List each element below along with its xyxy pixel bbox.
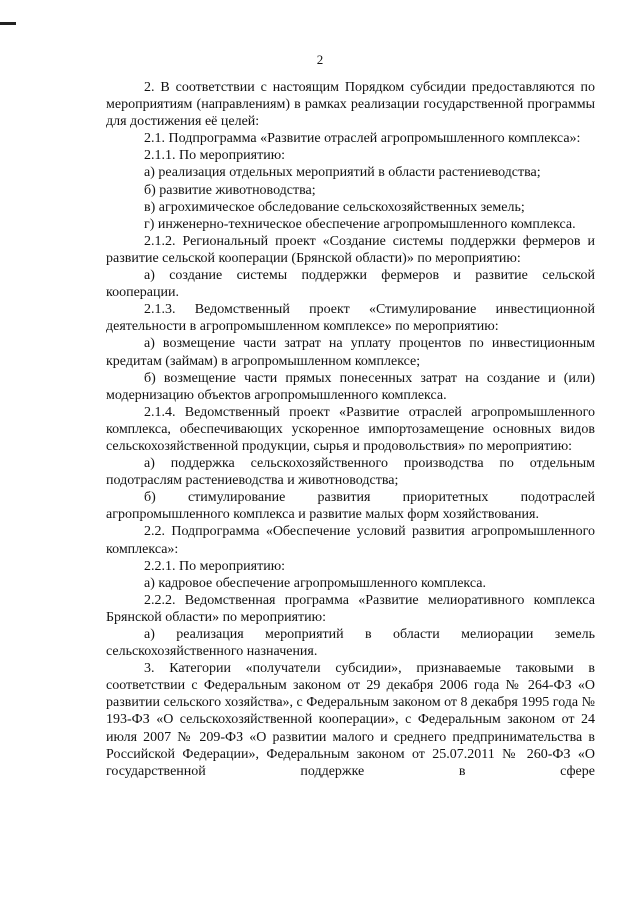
list-item-2-1-1-c: в) агрохимическое обследование сельскохозяйственных земель;: [144, 199, 525, 215]
list-item-2-2-2-a: а) реализация мероприятий в области мелиорации земель сельскохозяйственного назначения.: [106, 627, 595, 660]
list-item-2-1-3-a: а) возмещение части затрат на уплату процентов по инвестиционным кредитам (займам) в агропромышленном комплексе;: [106, 336, 595, 369]
paragraph-2-2-1: 2.2.1. По мероприятию:: [144, 558, 286, 574]
paragraph-2-2: 2.2. Подпрограмма «Обеспечение условий развития агропромышленного комплекса»:: [106, 524, 595, 557]
list-item-2-1-1-b: б) развитие животноводства;: [144, 182, 316, 198]
paragraph-2-1-4: 2.1.4. Ведомственный проект «Развитие отраслей агропромышленного комплекса, обеспечивающих ускоренное импортозамещение основных видов сельскохозяйственной продукции, сырья и продовольствия» по мероприятию:: [106, 404, 595, 454]
paragraph-3: 3. Категории «получатели субсидии», признаваемые таковыми в соответствии с Федеральным законом от 29 декабря 2006 года № 264-ФЗ «О развитии сельского хозяйства», с Федеральным законом от 8 декабря 1995 года № 193-ФЗ «О сельскохозяйственной кооперации», с Федеральным законом от 24 июля 2007 № 209-ФЗ «О развитии малого и среднего предпринимательства в Российской Федерации», Федеральным законом от 25.07.2011 № 260-ФЗ «О государственной поддержке в сфере: [106, 661, 595, 779]
paragraph-2-1-3: 2.1.3. Ведомственный проект «Стимулирование инвестиционной деятельности в агропромышленном комплексе» по мероприятию:: [106, 302, 595, 335]
list-item-2-1-1-d: г) инженерно-техническое обеспечение агропромышленного комплекса.: [144, 216, 576, 232]
paragraph-2-1-2: 2.1.2. Региональный проект «Создание системы поддержки фермеров и развитие сельской кооперации (Брянской области)» по мероприятию:: [106, 233, 595, 266]
list-item-2-1-1-a: а) реализация отдельных мероприятий в области растениеводства;: [144, 165, 541, 181]
paragraph-2-1: 2.1. Подпрограмма «Развитие отраслей агропромышленного комплекса»:: [144, 131, 581, 147]
list-item-2-2-1-a: а) кадровое обеспечение агропромышленного комплекса.: [144, 575, 486, 591]
list-item-2-1-2-a: а) создание системы поддержки фермеров и развитие сельской кооперации.: [106, 268, 595, 301]
scan-edge-mark: [0, 22, 16, 25]
paragraph-2: 2. В соответствии с настоящим Порядком субсидии предоставляются по мероприятиям (направлениям) в рамках реализации государственной программы для достижения её целей:: [106, 80, 595, 130]
paragraph-2-1-1: 2.1.1. По мероприятию:: [144, 148, 286, 164]
list-item-2-1-3-b: б) возмещение части прямых понесенных затрат на создание и (или) модернизацию объектов агропромышленного комплекса.: [106, 370, 595, 403]
paragraph-2-2-2: 2.2.2. Ведомственная программа «Развитие мелиоративного комплекса Брянской области» по мероприятию:: [106, 592, 595, 625]
list-item-2-1-4-b: б) стимулирование развития приоритетных подотраслей агропромышленного комплекса и развитие малых форм хозяйствования.: [106, 490, 595, 523]
page-number: 2: [316, 52, 324, 67]
list-item-2-1-4-a: а) поддержка сельскохозяйственного производства по отдельным подотраслям растениеводства и животноводства;: [106, 456, 595, 489]
document-body: [106, 79, 595, 780]
